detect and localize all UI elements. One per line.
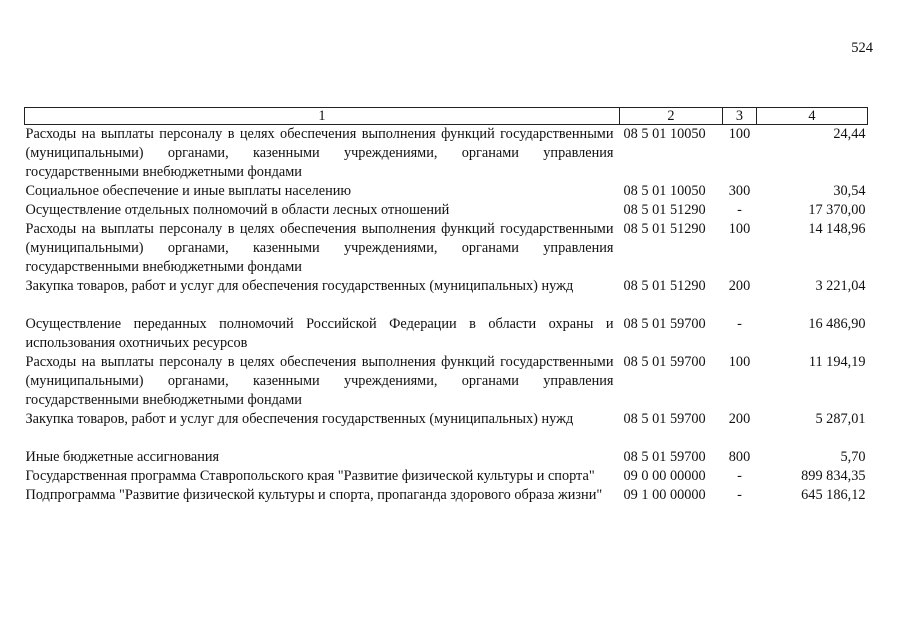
row-expense-type: -	[737, 468, 742, 484]
table-row	[25, 448, 868, 467]
page-number: 524	[851, 40, 873, 56]
table-body	[25, 125, 868, 506]
table-row	[25, 353, 868, 410]
row-description: Осуществление отдельных полномочий в области лесных отношений	[25, 202, 450, 218]
row-description: Закупка товаров, работ и услуг для обеспечения государственных (муниципальных) нужд	[25, 411, 574, 427]
budget-table	[24, 107, 868, 505]
row-expense-type: 200	[728, 278, 751, 294]
row-expense-type: 100	[728, 354, 751, 370]
row-amount: 3 221,04	[815, 278, 866, 294]
row-description: Социальное обеспечение и иные выплаты населению	[25, 183, 352, 199]
table-row	[25, 125, 868, 183]
row-description: Расходы на выплаты персоналу в целях обеспечения выполнения функций государственными (муниципальными) органами, казенными учреждениями, органами управления государственными внебюджетными фондами	[25, 354, 614, 408]
row-amount: 24,44	[833, 126, 866, 142]
table-row	[25, 467, 868, 486]
row-code: 08 5 01 59700	[623, 354, 706, 370]
row-code: 09 0 00 00000	[623, 468, 706, 484]
table-row	[25, 220, 868, 277]
row-expense-type: 200	[728, 411, 751, 427]
row-code: 08 5 01 59700	[623, 411, 706, 427]
row-amount: 30,54	[833, 183, 866, 199]
table-row	[25, 486, 868, 505]
row-expense-type: -	[737, 487, 742, 503]
row-description: Закупка товаров, работ и услуг для обеспечения государственных (муниципальных) нужд	[25, 278, 574, 294]
header-col-3: 3	[723, 108, 757, 125]
row-code: 08 5 01 59700	[623, 316, 706, 332]
row-description: Осуществление переданных полномочий Российской Федерации в области охраны и использования охотничьих ресурсов	[25, 316, 614, 351]
header-col-1: 1	[25, 108, 620, 125]
table-row	[25, 410, 868, 448]
row-code: 09 1 00 00000	[623, 487, 706, 503]
row-amount: 5,70	[840, 449, 866, 465]
row-code: 08 5 01 10050	[623, 126, 706, 142]
header-col-4: 4	[757, 108, 868, 125]
row-expense-type: -	[737, 202, 742, 218]
row-expense-type: 100	[728, 126, 751, 142]
row-amount: 16 486,90	[808, 316, 866, 332]
budget-table-container	[24, 107, 867, 505]
row-expense-type: 100	[728, 221, 751, 237]
row-expense-type: 800	[728, 449, 751, 465]
row-description: Государственная программа Ставропольского края "Развитие физической культуры и спорта"	[25, 468, 595, 484]
row-code: 08 5 01 51290	[623, 221, 706, 237]
row-amount: 5 287,01	[815, 411, 866, 427]
row-expense-type: -	[737, 316, 742, 332]
row-amount: 14 148,96	[808, 221, 866, 237]
header-col-2: 2	[620, 108, 723, 125]
row-description: Расходы на выплаты персоналу в целях обеспечения выполнения функций государственными (муниципальными) органами, казенными учреждениями, органами управления государственными внебюджетными фондами	[25, 221, 614, 275]
table-row	[25, 277, 868, 315]
table-row	[25, 201, 868, 220]
row-code: 08 5 01 59700	[623, 449, 706, 465]
row-description: Подпрограмма "Развитие физической культуры и спорта, пропаганда здорового образа жизни"	[25, 487, 603, 503]
row-description: Иные бюджетные ассигнования	[25, 449, 220, 465]
table-row	[25, 182, 868, 201]
row-expense-type: 300	[728, 183, 751, 199]
row-amount: 899 834,35	[801, 468, 866, 484]
row-amount: 645 186,12	[801, 487, 866, 503]
row-amount: 17 370,00	[808, 202, 866, 218]
table-header	[25, 108, 868, 125]
row-amount: 11 194,19	[808, 354, 866, 370]
table-row	[25, 315, 868, 353]
row-code: 08 5 01 10050	[623, 183, 706, 199]
row-code: 08 5 01 51290	[623, 202, 706, 218]
row-description: Расходы на выплаты персоналу в целях обеспечения выполнения функций государственными (муниципальными) органами, казенными учреждениями, органами управления государственными внебюджетными фондами	[25, 126, 614, 180]
row-code: 08 5 01 51290	[623, 278, 706, 294]
